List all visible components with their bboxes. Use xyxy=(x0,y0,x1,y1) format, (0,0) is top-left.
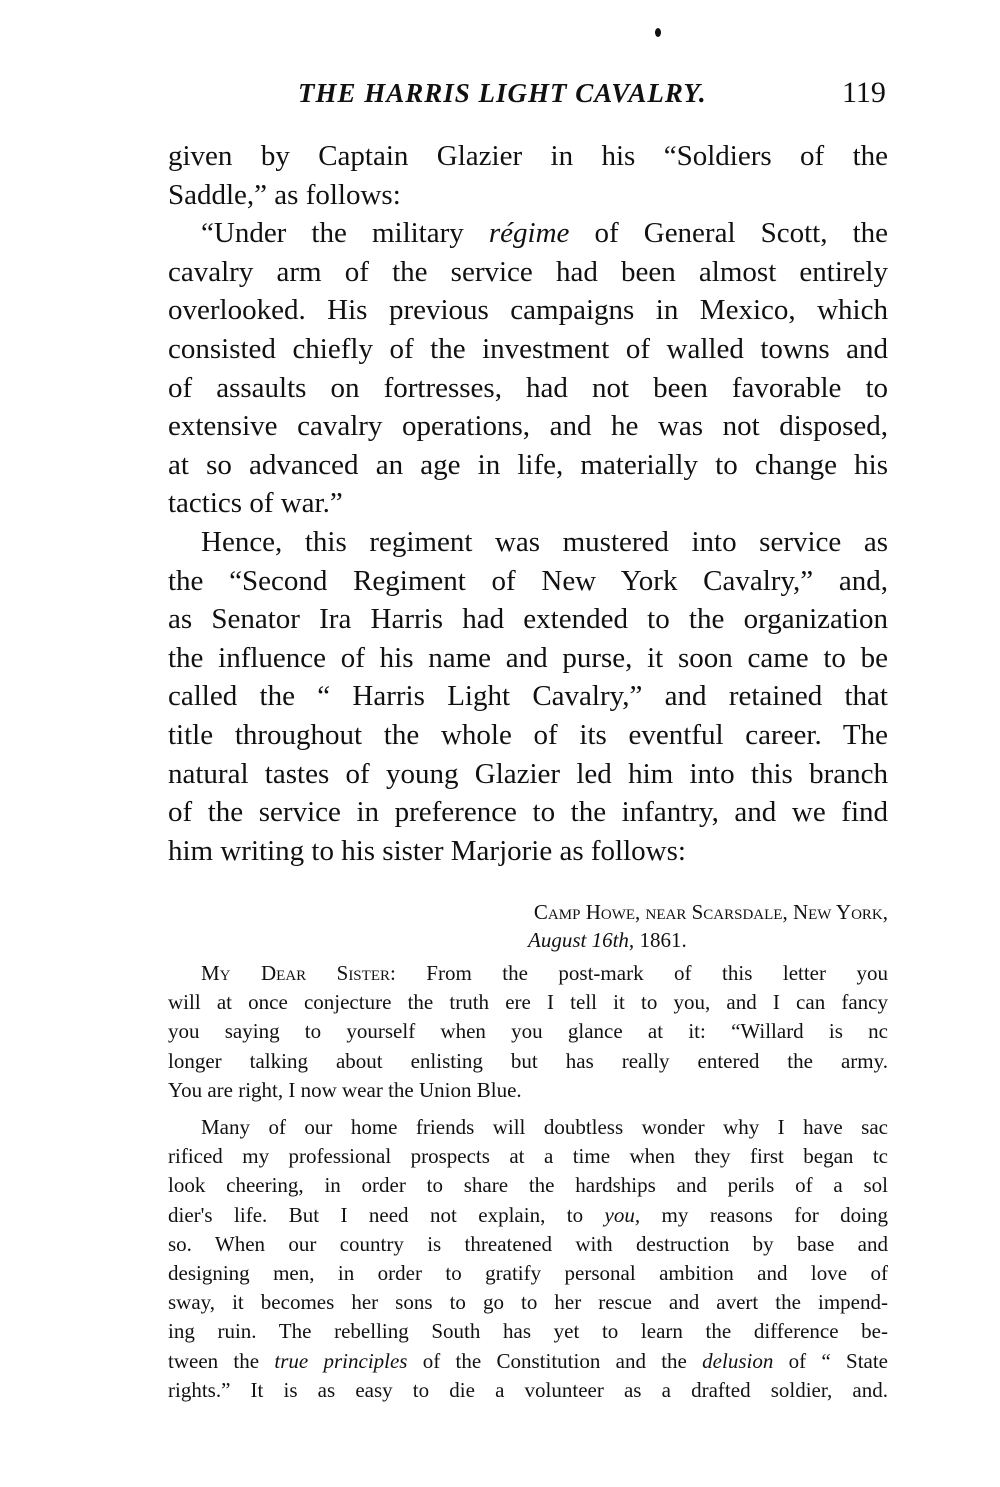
text-segment: natural tastes of young Glazier led him into this branch xyxy=(168,757,888,790)
text-segment: title throughout the whole of its eventful career. The xyxy=(168,719,888,751)
text-line xyxy=(168,603,888,636)
running-title: THE HARRIS LIGHT CAVALRY. xyxy=(298,78,707,108)
text-line xyxy=(168,410,888,443)
text-segment: extensive cavalry operations, and he was not disposed, xyxy=(168,410,888,443)
text-segment: You are right, I now wear the Union Blue. xyxy=(168,1077,522,1102)
text-segment: tactics of war.” xyxy=(168,487,343,520)
text-line xyxy=(201,526,888,559)
text-segment: so. When our country is threatened with destruction by base and xyxy=(168,1231,888,1256)
date-day: 16th, xyxy=(591,928,635,952)
text-line xyxy=(168,719,888,752)
text-segment: consisted chiefly of the investment of walled towns and xyxy=(168,333,888,365)
text-line xyxy=(168,1078,888,1103)
text-line xyxy=(168,835,888,868)
text-segment: will at once conjecture the truth ere I tell it to you, and I can fancy xyxy=(168,990,888,1015)
text-segment: at so advanced an age in life, materially to change his xyxy=(168,448,888,481)
text-segment: tween the xyxy=(168,1348,275,1373)
text-line xyxy=(168,1290,888,1315)
text-segment: My Dear Sister xyxy=(201,961,390,985)
text-line xyxy=(168,1203,888,1228)
text-line xyxy=(168,1144,888,1169)
text-line xyxy=(168,372,888,405)
text-line xyxy=(168,487,888,520)
text-line xyxy=(168,1349,888,1374)
ink-blemish xyxy=(655,28,661,37)
text-segment: of the Constitution and the xyxy=(407,1348,703,1373)
text-segment: dier's life. But I need not explain, to xyxy=(168,1202,605,1227)
text-segment: look cheering, in order to share the hardships and perils of a sol xyxy=(168,1173,888,1198)
text-segment: : From the post-mark of this letter you xyxy=(389,961,888,985)
text-line xyxy=(168,1378,888,1403)
text-line xyxy=(201,961,888,986)
text-segment: of the service in preference to the infantry, and we find xyxy=(168,796,888,829)
text-segment: Many of our home friends will doubtless wonder why I have sac xyxy=(201,1115,888,1139)
text-segment: delusion xyxy=(702,1348,774,1373)
text-line xyxy=(168,758,888,791)
text-line xyxy=(168,990,888,1015)
text-segment: true principles xyxy=(274,1348,408,1373)
text-line xyxy=(168,1261,888,1286)
text-segment: longer talking about enlisting but has really entered the army. xyxy=(168,1048,888,1073)
date-month: August xyxy=(528,928,587,952)
text-line xyxy=(168,796,888,829)
text-segment: the influence of his name and purse, it soon came to be xyxy=(168,641,888,674)
text-segment: called the “ Harris Light Cavalry,” and retained that xyxy=(168,680,888,713)
text-segment: rights.” It is as easy to die a volunteer as a drafted soldier, and. xyxy=(168,1377,888,1402)
text-segment: “Under the military xyxy=(201,217,489,250)
text-line xyxy=(168,1173,888,1198)
dateline-place xyxy=(534,900,888,925)
text-segment: designing men, in order to gratify personal ambition and love of xyxy=(168,1261,888,1285)
text-segment: Saddle,” as follows: xyxy=(168,178,401,211)
page-number: 119 xyxy=(842,76,886,109)
text-segment: of General Scott, the xyxy=(569,217,888,250)
text-line xyxy=(168,333,888,366)
text-segment: the “Second Regiment of New York Cavalry,” and, xyxy=(168,564,888,597)
text-line xyxy=(168,1319,888,1344)
text-line xyxy=(168,1232,888,1257)
text-line xyxy=(201,217,888,250)
text-segment: régime xyxy=(488,217,570,250)
text-segment: you, xyxy=(604,1202,641,1227)
text-segment: Hence, this regiment was mustered into service as xyxy=(201,526,888,558)
text-line xyxy=(168,565,888,598)
text-line xyxy=(168,1019,888,1044)
text-line xyxy=(201,1115,888,1140)
text-segment: of assaults on fortresses, had not been favorable to xyxy=(168,371,888,404)
text-segment: overlooked. His previous campaigns in Mexico, which xyxy=(168,294,888,327)
text-segment: him writing to his sister Marjorie as follows: xyxy=(168,834,686,867)
text-segment: ing ruin. The rebelling South has yet to learn the difference be- xyxy=(168,1319,888,1344)
text-segment: my reasons for doing xyxy=(640,1202,889,1227)
text-segment: as Senator Ira Harris had extended to the organization xyxy=(168,603,888,636)
dateline-place-text: Camp Howe, near Scarsdale, New York, xyxy=(533,900,888,924)
text-line xyxy=(168,1049,888,1074)
text-segment: sway, it becomes her sons to go to her rescue and avert the impend- xyxy=(168,1290,888,1315)
text-segment: cavalry arm of the service had been almost entirely xyxy=(168,255,888,288)
text-line xyxy=(168,680,888,713)
text-segment: of “ State xyxy=(773,1348,888,1373)
text-line xyxy=(168,642,888,675)
text-segment: you saying to yourself when you glance at it: “Willard is nc xyxy=(168,1019,888,1044)
dateline-date xyxy=(528,928,687,953)
text-line xyxy=(168,256,888,289)
text-line xyxy=(168,294,888,327)
text-line xyxy=(168,449,888,482)
text-line xyxy=(168,179,888,212)
text-line xyxy=(168,140,888,173)
date-year: 1861. xyxy=(634,928,687,952)
text-segment: given by Captain Glazier in his “Soldiers of the xyxy=(168,140,888,172)
text-segment: rificed my professional prospects at a time when they first began tc xyxy=(168,1144,888,1169)
